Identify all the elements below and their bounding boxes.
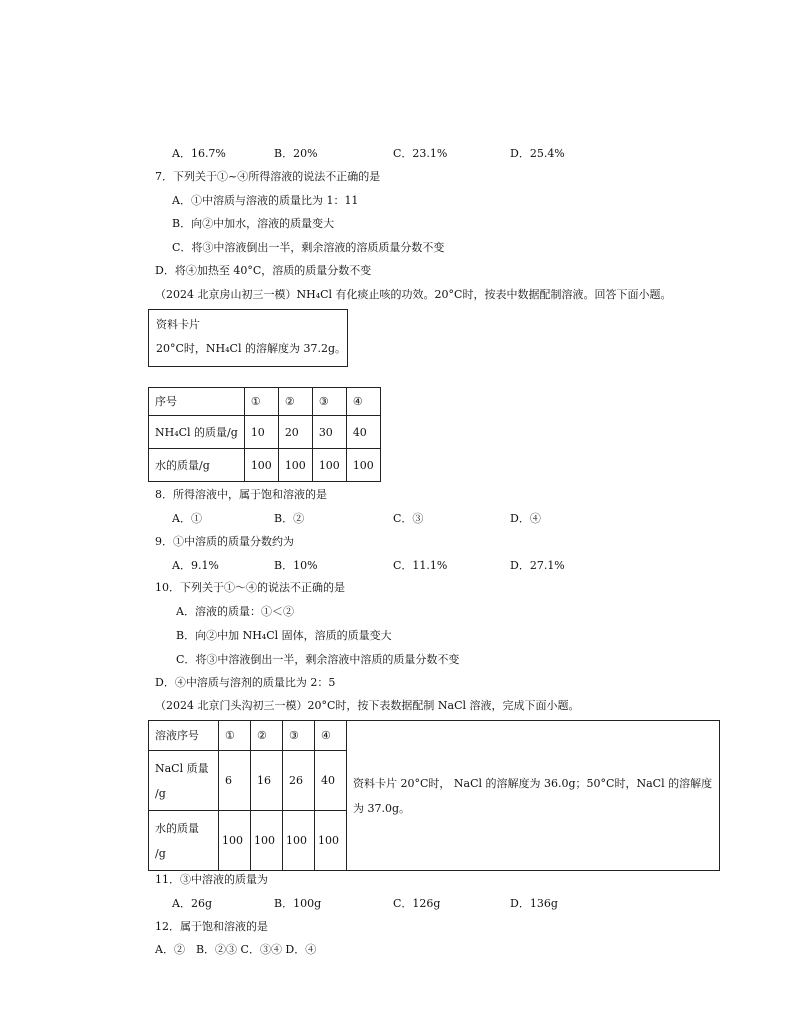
table-row-label — [149, 751, 219, 811]
info-card-text: 20°C时，NH₄Cl 的溶解度为 37.2g。 — [156, 342, 347, 355]
q11-option-d: D．136g — [510, 897, 558, 910]
q7-option-c: C．将③中溶液倒出一半，剩余溶液的溶质质量分数不变 — [172, 241, 445, 254]
q9-option-d: D．27.1% — [510, 559, 565, 572]
q9-option-b: B．10% — [274, 559, 318, 572]
q6-option-c: C．23.1% — [393, 147, 448, 160]
q12-options: A．② B．②③ C．③④ D．④ — [155, 943, 317, 956]
table-cell: 10 — [244, 416, 278, 449]
table-row-label: NH₄Cl 的质量/g — [149, 416, 245, 449]
table-header-cell: ③ — [312, 388, 346, 416]
table-cell: 100 — [283, 811, 315, 871]
q10-option-c: C．将③中溶液倒出一半，剩余溶液中溶质的质量分数不变 — [176, 653, 460, 666]
table-cell: 6 — [219, 751, 251, 811]
q12-stem: 12．属于饱和溶液的是 — [155, 920, 268, 933]
q6-option-a: A．16.7% — [172, 147, 226, 160]
q9-option-c: C．11.1% — [393, 559, 448, 572]
table-header-cell: ① — [244, 388, 278, 416]
q8-option-a: A．① — [172, 512, 202, 525]
q10-option-d: D．④中溶质与溶剂的质量比为 2：5 — [155, 676, 336, 689]
table-cell: 100 — [219, 811, 251, 871]
q6-option-b: B．20% — [274, 147, 318, 160]
section-intro-fangshan: （2024 北京房山初三一模）NH₄Cl 有化痰止咳的功效。20°C时，按表中数据配制溶液。回答下面小题。 — [155, 288, 672, 301]
info-card-nacl-line1: 资料卡片 20°C时， NaCl 的溶解度为 36.0g；50°C时，NaCl 的溶解度 — [353, 776, 713, 790]
table-header-cell: ④ — [315, 721, 347, 751]
q10-option-b: B．向②中加 NH₄Cl 固体，溶质的质量变大 — [176, 629, 392, 642]
table-header-cell: ① — [219, 721, 251, 751]
q7-option-d: D．将④加热至 40°C，溶质的质量分数不变 — [155, 264, 372, 277]
section-intro-mentougou: （2024 北京门头沟初三一模）20°C时，按下表数据配制 NaCl 溶液，完成下面小题。 — [155, 699, 580, 712]
row-label-unit: /g — [155, 786, 166, 800]
table-cell: 40 — [346, 416, 380, 449]
table-row-label: 水的质量/g — [149, 449, 245, 482]
table-header-cell: ② — [278, 388, 312, 416]
q7-option-b: B．向②中加水，溶液的质量变大 — [172, 217, 335, 230]
q6-option-d: D．25.4% — [510, 147, 565, 160]
q8-option-c: C．③ — [393, 512, 424, 525]
q10-stem: 10．下列关于①～④的说法不正确的是 — [155, 581, 345, 594]
q9-option-a: A．9.1% — [172, 559, 219, 572]
row-label-water-mass: 水的质量 — [155, 821, 199, 835]
row-label-nacl-mass: NaCl 质量 — [155, 761, 209, 775]
table-header-cell: 溶液序号 — [149, 721, 219, 751]
q11-option-b: B．100g — [274, 897, 322, 910]
table-cell: 100 — [315, 811, 347, 871]
q9-stem: 9．①中溶质的质量分数约为 — [155, 535, 294, 548]
table-header-cell: 序号 — [149, 388, 245, 416]
table-header-cell: ④ — [346, 388, 380, 416]
table-cell: 40 — [315, 751, 347, 811]
nacl-table — [148, 720, 720, 871]
q7-option-a: A．①中溶质与溶液的质量比为 1：11 — [172, 194, 359, 207]
q7-stem: 7．下列关于①~④所得溶液的说法不正确的是 — [155, 170, 381, 183]
info-card — [148, 309, 348, 367]
table-header-cell: ③ — [283, 721, 315, 751]
table-cell: 26 — [283, 751, 315, 811]
row-label-unit: /g — [155, 846, 166, 860]
table-cell: 16 — [251, 751, 283, 811]
q11-stem: 11．③中溶液的质量为 — [155, 873, 268, 886]
table-cell: 100 — [312, 449, 346, 482]
table-cell: 100 — [346, 449, 380, 482]
table-cell: 20 — [278, 416, 312, 449]
q11-option-a: A．26g — [172, 897, 212, 910]
q8-stem: 8．所得溶液中，属于饱和溶液的是 — [155, 488, 327, 501]
nh4cl-table — [148, 387, 381, 482]
info-card-nacl-line2: 为 37.0g。 — [353, 801, 411, 815]
table-row-label — [149, 811, 219, 871]
q11-option-c: C．126g — [393, 897, 441, 910]
table-cell: 100 — [278, 449, 312, 482]
table-cell: 100 — [251, 811, 283, 871]
q8-option-b: B．② — [274, 512, 305, 525]
table-cell: 100 — [244, 449, 278, 482]
q10-option-a: A．溶液的质量：①＜② — [176, 605, 294, 618]
table-cell: 30 — [312, 416, 346, 449]
q8-option-d: D．④ — [510, 512, 541, 525]
table-header-cell: ② — [251, 721, 283, 751]
info-card-title: 资料卡片 — [156, 318, 200, 331]
info-card-nacl — [347, 721, 720, 871]
